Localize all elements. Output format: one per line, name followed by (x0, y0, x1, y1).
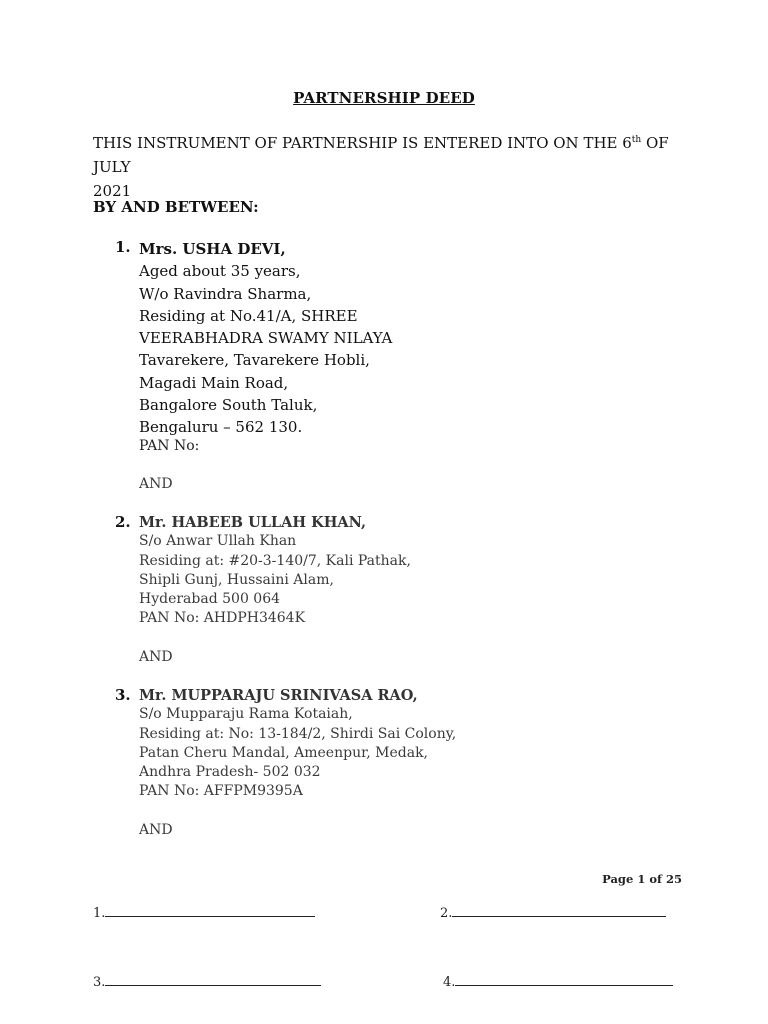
party-line: Hyderabad 500 064 (139, 591, 281, 608)
intro-month: OF JULY (93, 134, 669, 176)
party-line: S/o Anwar Ullah Khan (139, 533, 297, 550)
party-line: Bangalore South Taluk, (139, 396, 318, 415)
party-number: 2. (115, 513, 131, 531)
party-details (139, 238, 392, 456)
signature-number: 1. (93, 906, 106, 921)
page-number (602, 872, 682, 886)
intro-text: THIS INSTRUMENT OF PARTNERSHIP IS ENTERED INTO ON THE 6 (93, 134, 632, 152)
party-line: VEERABHADRA SWAMY NILAYA (139, 329, 393, 348)
party-pan: PAN No: AHDPH3464K (139, 610, 306, 627)
party-name: Mrs. USHA DEVI, (139, 240, 286, 258)
party-details (139, 513, 411, 629)
signature-line-4 (443, 974, 673, 990)
signature-line-1 (93, 905, 315, 921)
and-separator: AND (139, 649, 173, 665)
intro-paragraph (93, 131, 693, 203)
signature-number: 2. (440, 906, 453, 921)
party-name: Mr. MUPPARAJU SRINIVASA RAO, (139, 687, 418, 704)
document-title: PARTNERSHIP DEED (293, 89, 475, 107)
party-name: Mr. HABEEB ULLAH KHAN, (139, 514, 367, 531)
party-line: Shipli Gunj, Hussaini Alam, (139, 571, 334, 588)
party-line: Magadi Main Road, (139, 373, 289, 392)
signature-line-3 (93, 974, 321, 990)
by-and-between-heading: BY AND BETWEEN: (93, 198, 259, 216)
signature-rule (105, 974, 321, 986)
signature-rule (452, 905, 666, 917)
party-line: W/o Ravindra Sharma, (139, 284, 312, 303)
party-number: 1. (115, 238, 131, 256)
party-line: Residing at: No: 13-184/2, Shirdi Sai Colony, (139, 725, 457, 742)
party-pan: PAN No: (139, 437, 200, 454)
page-total: 25 (665, 872, 682, 886)
party-line: Tavarekere, Tavarekere Hobli, (139, 351, 370, 370)
party-line: Residing at No.41/A, SHREE (139, 306, 358, 325)
signature-rule (105, 905, 315, 917)
party-line: S/o Mupparaju Rama Kotaiah, (139, 706, 353, 723)
and-separator: AND (139, 476, 173, 492)
party-line: Patan Cheru Mandal, Ameenpur, Medak, (139, 744, 429, 761)
intro-year: 2021 (93, 182, 132, 200)
signature-rule (455, 974, 673, 986)
signature-number: 4. (443, 975, 456, 990)
intro-ordinal-suffix: th (631, 135, 642, 145)
page-of: of (649, 872, 662, 886)
party-line: Aged about 35 years, (139, 262, 301, 281)
page-label: Page (602, 872, 634, 886)
party-line: Residing at: #20-3-140/7, Kali Pathak, (139, 552, 411, 569)
party-details (139, 686, 456, 802)
party-line: Bengaluru – 562 130. (139, 418, 303, 437)
and-separator: AND (139, 822, 173, 838)
signature-number: 3. (93, 975, 106, 990)
page-current: 1 (637, 872, 646, 886)
party-number: 3. (115, 686, 131, 704)
party-pan: PAN No: AFFPM9395A (139, 783, 303, 800)
party-line: Andhra Pradesh- 502 032 (139, 764, 321, 781)
signature-line-2 (440, 905, 666, 921)
